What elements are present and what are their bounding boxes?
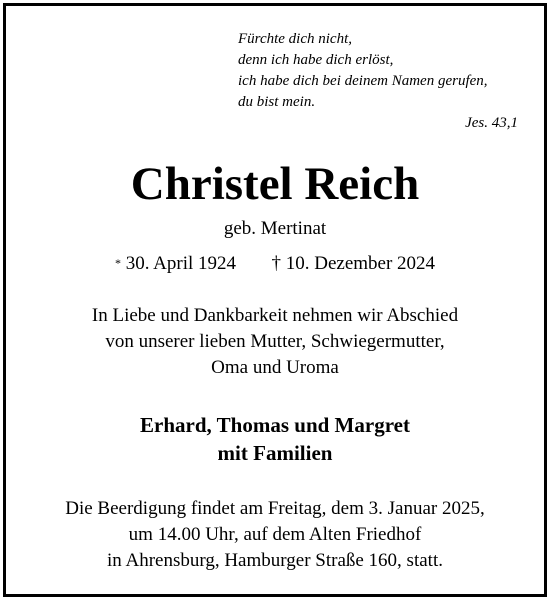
bible-verse [238, 29, 528, 134]
mourners-line: mit Familien [217, 441, 333, 465]
deceased-name: Christel Reich [130, 158, 420, 210]
verse-line: Fürchte dich nicht, [238, 31, 352, 47]
funeral-line: um 14.00 Uhr, auf dem Alten Friedhof [128, 524, 422, 545]
verse-line: du bist mein. [238, 94, 316, 110]
funeral-line: Die Beerdigung findet am Freitag, dem 3. Januar 2025, [65, 498, 485, 519]
verse-line: ich habe dich bei deinem Namen gerufen, [238, 73, 488, 89]
maiden-name: geb. Mertinat [223, 218, 327, 239]
life-dates [0, 252, 550, 276]
mourners-line: Erhard, Thomas und Margret [140, 413, 410, 437]
mourners [0, 411, 550, 467]
birth-date: 30. April 1924 [125, 253, 236, 274]
verse-reference: Jes. 43,1 [465, 115, 518, 131]
farewell-line: In Liebe und Dankbarkeit nehmen wir Abschied [91, 305, 459, 326]
death-symbol: † [271, 253, 281, 274]
birth-symbol: * [114, 256, 121, 270]
farewell-line: Oma und Uroma [211, 357, 339, 378]
funeral-info [0, 496, 550, 574]
funeral-line: in Ahrensburg, Hamburger Straße 160, statt. [107, 550, 443, 571]
verse-line: denn ich habe dich erlöst, [238, 52, 394, 68]
death-date: 10. Dezember 2024 [285, 253, 436, 274]
farewell-text [0, 303, 550, 381]
farewell-line: von unserer lieben Mutter, Schwiegermutter, [105, 331, 445, 352]
